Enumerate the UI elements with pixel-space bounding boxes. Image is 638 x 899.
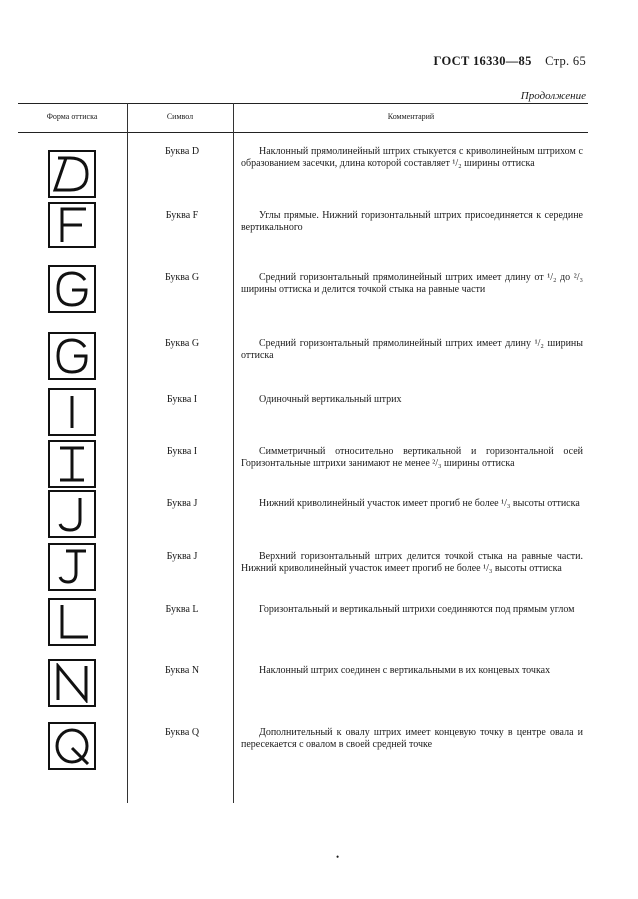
glyph-f-sample	[48, 202, 96, 248]
symbol-cell: Буква I	[166, 394, 198, 405]
column-header-symbol: Символ	[166, 112, 194, 121]
comment-cell: Симметричный относительно вертикальной и горизонтальной осей Горизонтальные штрихи занимают не менее ²/₃ ширины оттиска	[241, 446, 583, 469]
symbol-cell: Буква D	[164, 146, 200, 157]
letter-i-serif-stroke-icon	[52, 444, 92, 484]
page-header	[434, 54, 587, 69]
comment-cell: Одиночный вертикальный штрих	[259, 394, 402, 405]
symbol-cell: Буква N	[164, 665, 200, 676]
letter-g-stroke-icon	[52, 269, 92, 309]
symbol-cell: Буква G	[164, 272, 200, 283]
glyph-j-sample	[48, 490, 96, 538]
letter-n-stroke-icon	[52, 663, 92, 703]
comment-cell: Дополнительный к овалу штрих имеет концевую точку в центре овала и пересекается с овалом в своей средней точке	[241, 727, 583, 750]
letter-i-stroke-icon	[52, 392, 92, 432]
letter-f-stroke-icon	[52, 205, 92, 245]
footer-mark: •	[336, 852, 340, 862]
glyph-q-sample	[48, 722, 96, 770]
glyph-i-sample	[48, 388, 96, 436]
symbol-cell: Буква G	[164, 338, 200, 349]
letter-g-alt-stroke-icon	[52, 336, 92, 376]
comment-cell: Средний горизонтальный прямолинейный штрих имеет длину от ¹/₂ до ²/₃ ширины оттиска и делится точкой стыка на равные части	[241, 272, 583, 295]
glyph-g-sample	[48, 265, 96, 313]
symbol-cell: Буква J	[166, 498, 198, 509]
column-divider	[127, 103, 128, 803]
letter-d-stroke-icon	[52, 154, 92, 194]
comment-cell: Горизонтальный и вертикальный штрихи соединяются под прямым углом	[259, 604, 575, 615]
glyph-g-alt-sample	[48, 332, 96, 380]
comment-cell: Средний горизонтальный прямолинейный штрих имеет длину ¹/₂ ширины оттиска	[241, 338, 583, 361]
comment-cell: Наклонный прямолинейный штрих стыкуется с криволинейным штрихом с образованием засечки, длина которой составляет ¹/₂ ширины оттиска	[241, 146, 583, 169]
comment-cell: Нижний криволинейный участок имеет прогиб не более ¹/₃ высоты оттиска	[259, 498, 580, 509]
letter-l-stroke-icon	[52, 602, 92, 642]
symbol-cell: Буква F	[165, 210, 199, 221]
comment-cell: Наклонный штрих соединен с вертикальными в их концевых точках	[259, 665, 551, 676]
column-header-comment: Комментарий	[387, 112, 435, 121]
glyph-l-sample	[48, 598, 96, 646]
letter-q-stroke-icon	[52, 726, 92, 766]
glyph-j-serif-sample	[48, 543, 96, 591]
standard-number: ГОСТ 16330—85	[433, 54, 532, 68]
symbol-cell: Буква J	[166, 551, 198, 562]
comment-cell: Верхний горизонтальный штрих делится точкой стыка на равные части. Нижний криволинейный участок имеет прогиб не более ¹/₃ высоты оттиска	[241, 551, 583, 574]
continuation-label: Продолжение	[520, 90, 586, 102]
symbol-cell: Буква I	[166, 446, 198, 457]
letter-j-stroke-icon	[52, 494, 92, 534]
symbol-cell: Буква L	[165, 604, 199, 615]
glyph-d-sample	[48, 150, 96, 198]
table-header-rule	[18, 132, 588, 133]
table-top-rule	[18, 103, 588, 104]
letter-j-serif-stroke-icon	[52, 547, 92, 587]
column-header-form: Форма оттиска	[46, 112, 98, 121]
symbol-cell: Буква Q	[164, 727, 200, 738]
glyph-i-serif-sample	[48, 440, 96, 488]
glyph-n-sample	[48, 659, 96, 707]
column-divider	[233, 103, 234, 803]
page-number: Стр. 65	[545, 54, 586, 68]
comment-cell: Углы прямые. Нижний горизонтальный штрих присоединяется к середине вертикального	[241, 210, 583, 233]
